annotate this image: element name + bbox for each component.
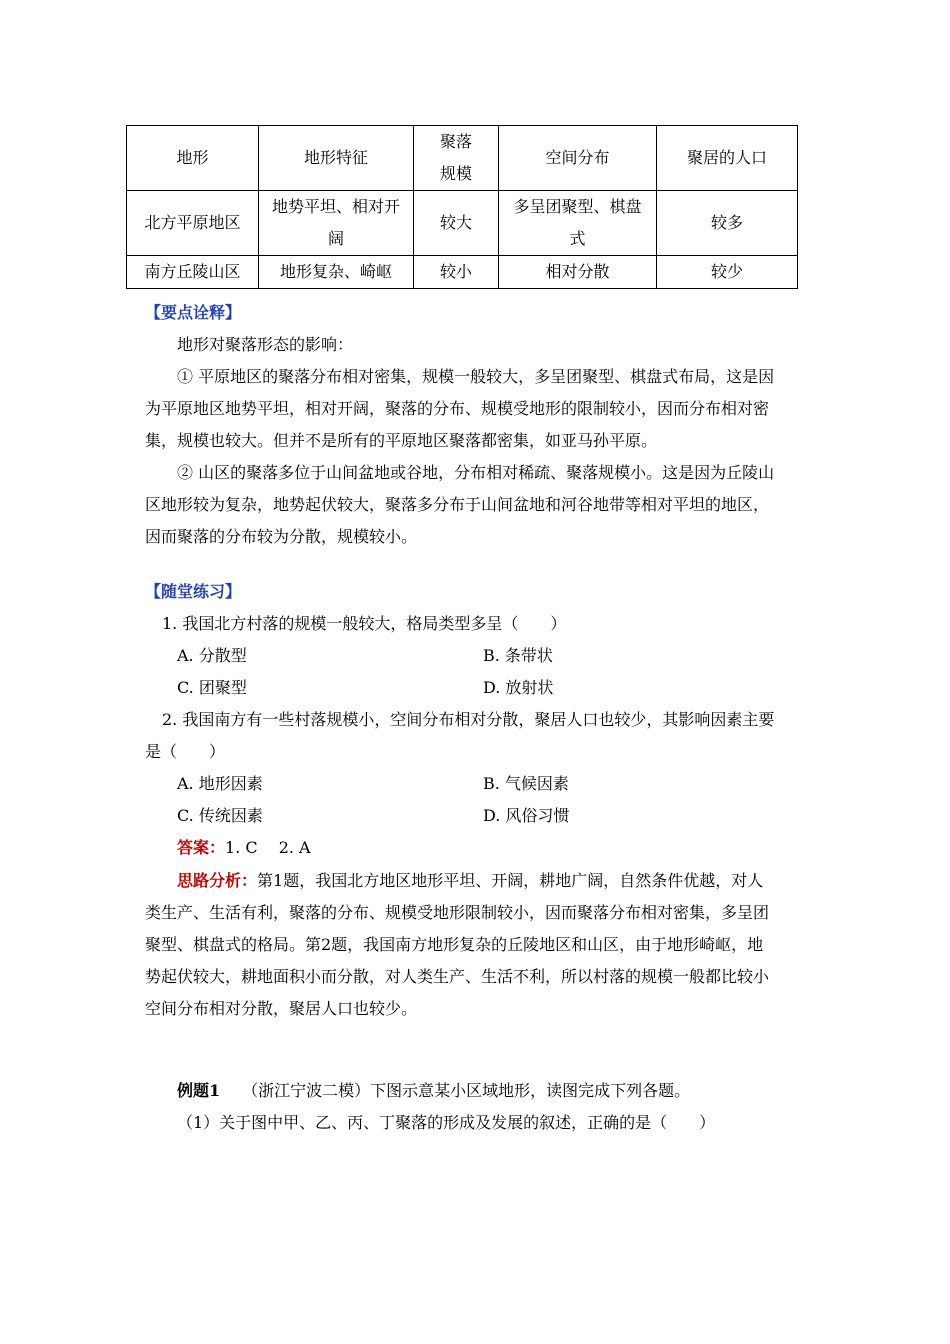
answer-text: 1. C 2. A xyxy=(225,838,311,857)
key-points-heading: 【要点诠释】 xyxy=(145,303,242,322)
example-line xyxy=(177,1075,690,1106)
table-cell: 较大 xyxy=(414,191,499,256)
table-header-cell: 地形特征 xyxy=(259,126,414,191)
table-cell: 较多 xyxy=(657,191,798,256)
table-cell: 北方平原地区 xyxy=(127,191,259,256)
practice-heading: 【随堂练习】 xyxy=(145,582,242,601)
example-label: 例题1 xyxy=(177,1081,221,1100)
analysis-label: 思路分析： xyxy=(177,871,258,890)
q1-option-d: D. 放射状 xyxy=(483,678,554,697)
table-header-cell: 地形 xyxy=(127,126,259,191)
analysis-line: 聚型、棋盘式的格局。第2题，我国南方地形复杂的丘陵地区和山区，由于地形崎岖，地 xyxy=(145,935,764,954)
table-cell: 地形复杂、崎岖 xyxy=(259,256,414,289)
table-row xyxy=(127,191,798,256)
answer-label: 答案： xyxy=(177,838,226,857)
q1-option-a: A. 分散型 xyxy=(177,646,247,665)
table-header-cell: 空间分布 xyxy=(499,126,657,191)
example-intro: （浙江宁波二模）下图示意某小区域地形，读图完成下列各题。 xyxy=(242,1081,691,1100)
q1-option-c: C. 团聚型 xyxy=(177,678,247,697)
analysis-text: 第1题，我国北方地区地形平坦、开阔，耕地广阔，自然条件优越，对人 xyxy=(257,871,764,890)
table-cell: 相对分散 xyxy=(499,256,657,289)
q2-option-b: B. 气候因素 xyxy=(483,774,569,793)
paragraph-line: ② 山区的聚落多位于山间盆地或谷地，分布相对稀疏、聚落规模小。这是因为丘陵山 xyxy=(177,463,775,482)
table-cell: 较少 xyxy=(657,256,798,289)
key-points-intro: 地形对聚落形态的影响： xyxy=(177,335,354,354)
table-header-cell: 聚居的人口 xyxy=(657,126,798,191)
q2-option-c: C. 传统因素 xyxy=(177,806,263,825)
paragraph-line: 因而聚落的分布较为分散，规模较小。 xyxy=(145,527,418,546)
q1-option-b: B. 条带状 xyxy=(483,646,553,665)
question-2-stem: 2. 我国南方有一些村落规模小，空间分布相对分散，聚居人口也较少，其影响因素主要 xyxy=(162,710,775,729)
paragraph-line: 集，规模也较大。但并不是所有的平原地区聚落都密集，如亚马孙平原。 xyxy=(145,431,658,450)
analysis-line: 势起伏较大，耕地面积小而分散，对人类生产、生活不利，所以村落的规模一般都比较小 xyxy=(145,967,770,986)
question-2-stem-cont: 是（ ） xyxy=(145,742,226,761)
table-cell: 南方丘陵山区 xyxy=(127,256,259,289)
table-row xyxy=(127,256,798,289)
q2-option-a: A. 地形因素 xyxy=(177,774,263,793)
example-question-1: （1）关于图中甲、乙、丙、丁聚落的形成及发展的叙述，正确的是（ ） xyxy=(177,1113,716,1132)
table-cell: 较小 xyxy=(414,256,499,289)
paragraph-line: 区地形较为复杂，地势起伏较大，聚落多分布于山间盆地和河谷地带等相对平坦的地区， xyxy=(145,495,770,514)
question-1-stem: 1. 我国北方村落的规模一般较大，格局类型多呈（ ） xyxy=(162,614,567,633)
analysis-line: 空间分布相对分散，聚居人口也较少。 xyxy=(145,999,418,1018)
answer-line xyxy=(177,832,311,863)
q2-option-d: D. 风俗习惯 xyxy=(483,806,570,825)
paragraph-line: 为平原地区地势平坦，相对开阔，聚落的分布、规模受地形的限制较小，因而分布相对密 xyxy=(145,399,770,418)
analysis-line: 类生产、生活有利，聚落的分布、规模受地形限制较小，因而聚落分布相对密集，多呈团 xyxy=(145,903,770,922)
analysis-line xyxy=(177,865,763,896)
paragraph-line: ① 平原地区的聚落分布相对密集，规模一般较大，多呈团聚型、棋盘式布局，这是因 xyxy=(177,367,775,386)
table-header-cell: 聚落规模 xyxy=(414,126,499,191)
table-cell: 多呈团聚型、棋盘式 xyxy=(499,191,657,256)
terrain-comparison-table xyxy=(126,125,798,289)
table-cell: 地势平坦、相对开阔 xyxy=(259,191,414,256)
table-header-row xyxy=(127,126,798,191)
